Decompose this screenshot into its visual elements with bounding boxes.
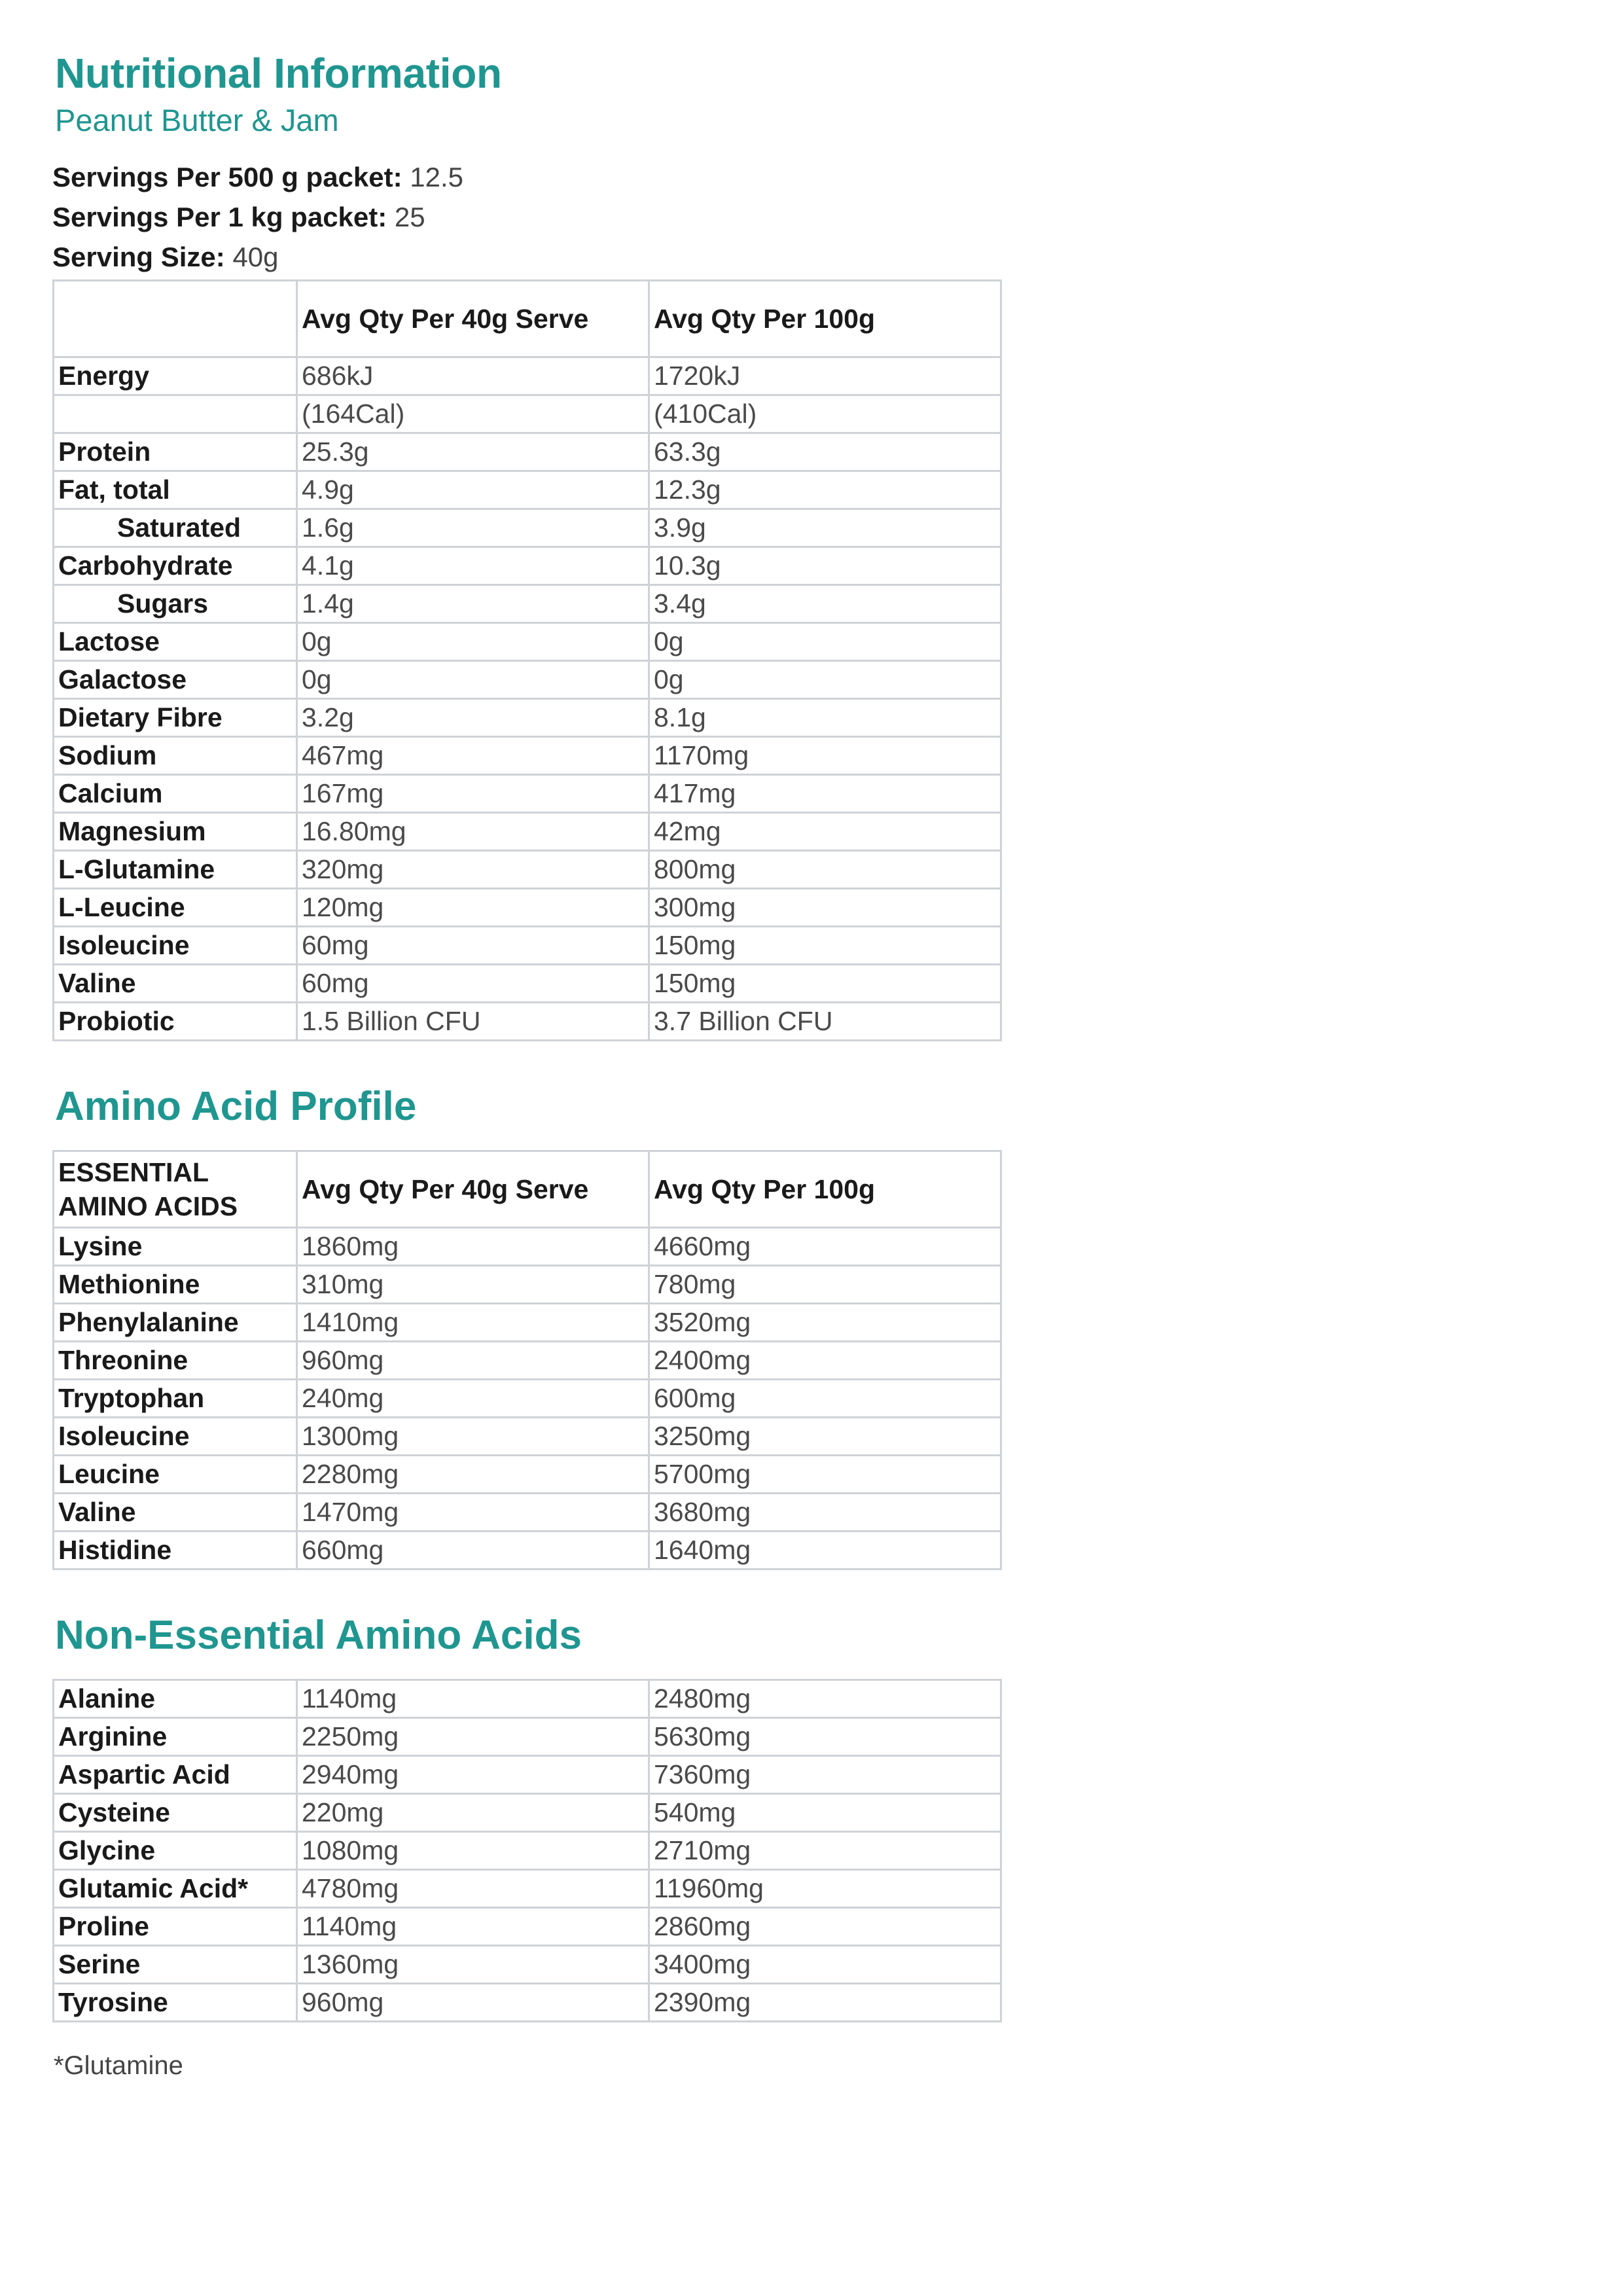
table-row [54,813,1001,851]
value-per-100g: (410Cal) [649,395,1001,433]
row-label: Histidine [54,1532,297,1570]
value-per-100g: 3400mg [649,1946,1001,1984]
nutrition-table-header [54,281,1001,357]
table-row [54,1342,1001,1380]
row-label: Threonine [54,1342,297,1380]
value-per-serve: 467mg [297,737,649,775]
table-row [54,1418,1001,1456]
table-row [54,1003,1001,1041]
value-per-serve: 310mg [297,1266,649,1304]
value-per-100g: 11960mg [649,1870,1001,1908]
row-label: Galactose [54,661,297,699]
servings-500g [52,157,1001,197]
value-per-serve: 320mg [297,851,649,889]
table-row [54,965,1001,1003]
value-per-100g: 5700mg [649,1456,1001,1494]
row-label: Calcium [54,775,297,813]
row-label: Magnesium [54,813,297,851]
footnote: *Glutamine [54,2051,183,2080]
value-per-serve: 120mg [297,889,649,927]
value-per-100g: 8.1g [649,699,1001,737]
value-per-serve: 240mg [297,1380,649,1418]
serving-size-label: Serving Size: [52,242,225,272]
amino-section-title: Amino Acid Profile [55,1084,417,1129]
row-label: Protein [54,433,297,471]
value-per-100g: 2480mg [649,1680,1001,1718]
value-per-100g: 12.3g [649,471,1001,509]
row-label: Dietary Fibre [54,699,297,737]
value-per-serve: 1860mg [297,1228,649,1266]
row-label: Lysine [54,1228,297,1266]
value-per-100g: 300mg [649,889,1001,927]
servings-500g-value: 12.5 [410,162,464,192]
table-row [54,1718,1001,1756]
value-per-100g: 7360mg [649,1756,1001,1794]
table-row [54,1756,1001,1794]
row-label: Sodium [54,737,297,775]
header-per-serve: Avg Qty Per 40g Serve [297,281,649,357]
row-label: Tyrosine [54,1984,297,2022]
value-per-100g: 5630mg [649,1718,1001,1756]
table-row [54,1304,1001,1342]
value-per-100g: 150mg [649,965,1001,1003]
row-label: Fat, total [54,471,297,509]
row-label: Valine [54,1494,297,1532]
row-label: Cysteine [54,1794,297,1832]
nutrition-page [52,46,1001,2081]
value-per-100g: 1720kJ [649,357,1001,395]
value-per-100g: 417mg [649,775,1001,813]
header-per-serve: Avg Qty Per 40g Serve [297,1151,649,1228]
table-row [54,1456,1001,1494]
row-label: Isoleucine [54,1418,297,1456]
amino-table [52,1150,1002,1570]
row-label: Proline [54,1908,297,1946]
value-per-100g: 0g [649,623,1001,661]
value-per-serve: 1360mg [297,1946,649,1984]
table-row [54,1380,1001,1418]
table-row [54,1908,1001,1946]
value-per-serve: 4.9g [297,471,649,509]
row-label: Saturated [54,509,297,547]
value-per-serve: 16.80mg [297,813,649,851]
table-row [54,1794,1001,1832]
nutrition-table [52,279,1002,1041]
value-per-serve: 60mg [297,965,649,1003]
table-row [54,1870,1001,1908]
value-per-100g: 63.3g [649,433,1001,471]
table-row [54,1228,1001,1266]
value-per-100g: 2860mg [649,1908,1001,1946]
value-per-serve: 1.4g [297,585,649,623]
header-nutrient [54,281,297,357]
row-label: L-Leucine [54,889,297,927]
value-per-100g: 0g [649,661,1001,699]
value-per-serve: 1470mg [297,1494,649,1532]
value-per-serve: (164Cal) [297,395,649,433]
row-label: Phenylalanine [54,1304,297,1342]
row-label: Serine [54,1946,297,1984]
value-per-serve: 2940mg [297,1756,649,1794]
serving-size-value: 40g [232,242,279,272]
row-label: Probiotic [54,1003,297,1041]
value-per-100g: 2710mg [649,1832,1001,1870]
value-per-serve: 1.5 Billion CFU [297,1003,649,1041]
value-per-serve: 25.3g [297,433,649,471]
value-per-100g: 3520mg [649,1304,1001,1342]
table-row [54,889,1001,927]
value-per-serve: 167mg [297,775,649,813]
value-per-100g: 3680mg [649,1494,1001,1532]
value-per-serve: 4.1g [297,547,649,585]
table-row [54,1532,1001,1570]
servings-1kg-label: Servings Per 1 kg packet: [52,202,387,232]
value-per-serve: 686kJ [297,357,649,395]
table-row [54,699,1001,737]
value-per-serve: 60mg [297,927,649,965]
value-per-100g: 2400mg [649,1342,1001,1380]
row-label: Methionine [54,1266,297,1304]
value-per-100g: 2390mg [649,1984,1001,2022]
servings-info [52,157,1001,277]
value-per-100g: 3.7 Billion CFU [649,1003,1001,1041]
table-row [54,1494,1001,1532]
row-label: Tryptophan [54,1380,297,1418]
value-per-serve: 1080mg [297,1832,649,1870]
table-row [54,433,1001,471]
value-per-serve: 960mg [297,1342,649,1380]
servings-500g-label: Servings Per 500 g packet: [52,162,402,192]
row-label: Lactose [54,623,297,661]
value-per-100g: 1640mg [649,1532,1001,1570]
value-per-100g: 150mg [649,927,1001,965]
serving-size [52,237,1001,277]
value-per-100g: 780mg [649,1266,1001,1304]
value-per-100g: 3250mg [649,1418,1001,1456]
header-per-100g: Avg Qty Per 100g [649,1151,1001,1228]
value-per-100g: 1170mg [649,737,1001,775]
row-label: Sugars [54,585,297,623]
row-label: Valine [54,965,297,1003]
row-label: Leucine [54,1456,297,1494]
value-per-serve: 4780mg [297,1870,649,1908]
table-row [54,927,1001,965]
row-label: Aspartic Acid [54,1756,297,1794]
value-per-serve: 660mg [297,1532,649,1570]
table-row [54,851,1001,889]
table-row [54,623,1001,661]
table-row [54,509,1001,547]
value-per-serve: 3.2g [297,699,649,737]
row-label: L-Glutamine [54,851,297,889]
value-per-100g: 600mg [649,1380,1001,1418]
row-label: Arginine [54,1718,297,1756]
value-per-100g: 10.3g [649,547,1001,585]
value-per-serve: 1140mg [297,1680,649,1718]
header-per-100g: Avg Qty Per 100g [649,281,1001,357]
nonessential-table-body [54,1680,1001,2022]
product-flavour: Peanut Butter & Jam [55,103,339,137]
value-per-serve: 1.6g [297,509,649,547]
value-per-100g: 4660mg [649,1228,1001,1266]
table-row [54,737,1001,775]
table-row [54,585,1001,623]
table-row [54,1984,1001,2022]
table-row [54,1946,1001,1984]
value-per-serve: 220mg [297,1794,649,1832]
nonessential-table [52,1679,1002,2022]
nonessential-section-title: Non-Essential Amino Acids [55,1613,582,1658]
nutrition-table-body [54,357,1001,1041]
value-per-serve: 2250mg [297,1718,649,1756]
value-per-100g: 3.4g [649,585,1001,623]
servings-1kg [52,197,1001,237]
amino-table-header [54,1151,1001,1228]
value-per-100g: 540mg [649,1794,1001,1832]
table-row [54,395,1001,433]
row-label: Glycine [54,1832,297,1870]
table-row [54,661,1001,699]
value-per-serve: 1410mg [297,1304,649,1342]
table-row [54,775,1001,813]
header-essential-amino-acids: ESSENTIAL AMINO ACIDS [54,1151,297,1228]
row-label: Carbohydrate [54,547,297,585]
table-row [54,1680,1001,1718]
table-row [54,471,1001,509]
value-per-100g: 800mg [649,851,1001,889]
row-label: Glutamic Acid* [54,1870,297,1908]
value-per-serve: 0g [297,661,649,699]
amino-table-body [54,1228,1001,1570]
value-per-serve: 2280mg [297,1456,649,1494]
row-label: Alanine [54,1680,297,1718]
table-row [54,547,1001,585]
row-label: Isoleucine [54,927,297,965]
value-per-serve: 1300mg [297,1418,649,1456]
row-label [54,395,297,433]
page-title: Nutritional Information [55,50,502,97]
row-label: Energy [54,357,297,395]
table-row [54,357,1001,395]
servings-1kg-value: 25 [394,202,425,232]
value-per-100g: 3.9g [649,509,1001,547]
value-per-serve: 960mg [297,1984,649,2022]
value-per-100g: 42mg [649,813,1001,851]
value-per-serve: 0g [297,623,649,661]
table-row [54,1832,1001,1870]
value-per-serve: 1140mg [297,1908,649,1946]
table-row [54,1266,1001,1304]
